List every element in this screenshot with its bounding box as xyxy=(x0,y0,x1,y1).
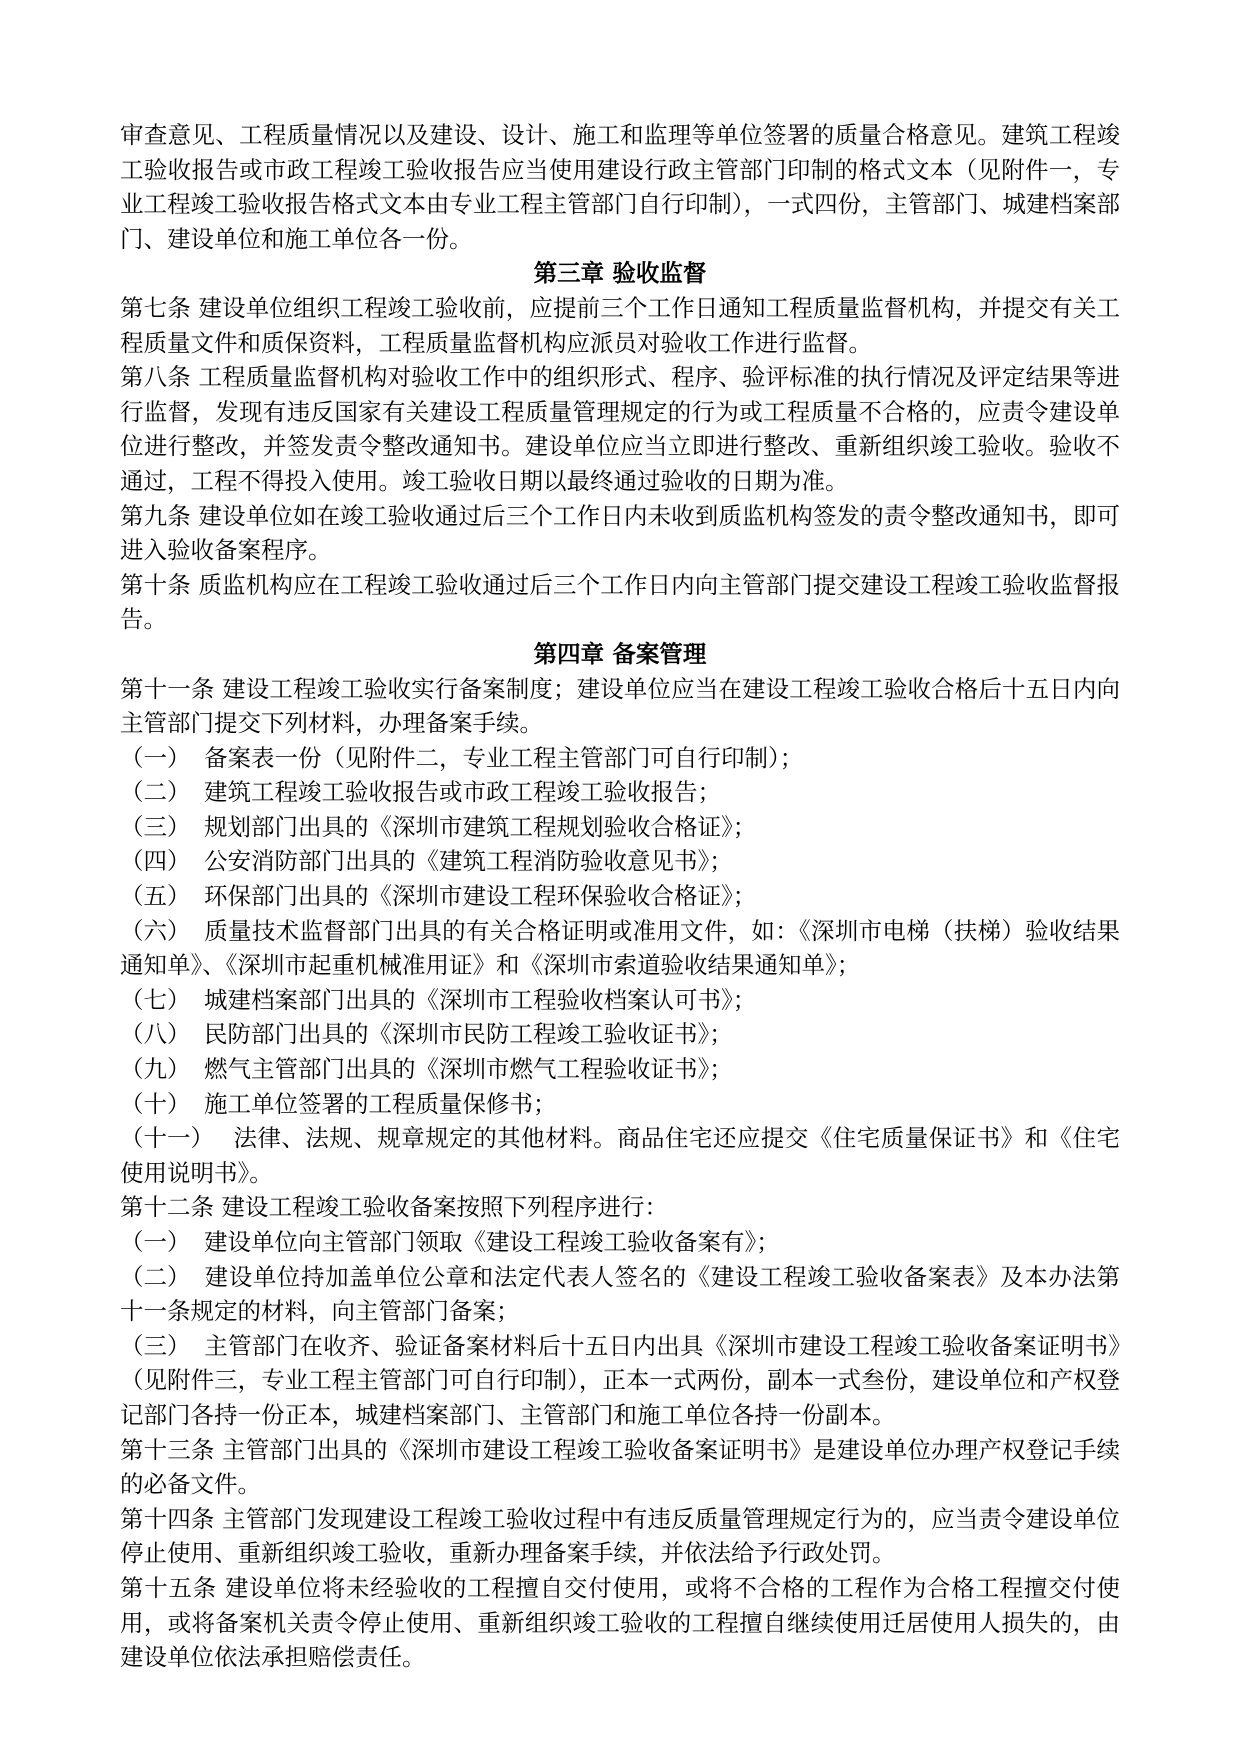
item-text: 燃气主管部门出具的《深圳市燃气工程验收证书》； xyxy=(204,1055,733,1084)
item-number: （八） xyxy=(120,1020,191,1049)
item-text: 公安消防部门出具的《建筑工程消防验收意见书》； xyxy=(204,847,733,876)
item-text: 规划部门出具的《深圳市建筑工程规划验收合格证》； xyxy=(204,812,757,841)
article-11-item xyxy=(120,1017,1120,1052)
article-12-item xyxy=(120,1329,1120,1433)
article-11-item xyxy=(120,810,1120,845)
article-10: 第十条 质监机构应在工程竣工验收通过后三个工作日内向主管部门提交建设工程竣工验收监督报告。 xyxy=(120,570,1120,634)
article-11-item xyxy=(120,844,1120,879)
article-12-item xyxy=(120,1260,1120,1329)
document-page xyxy=(120,118,1120,1675)
item-number: （十） xyxy=(120,1089,191,1118)
item-number: （七） xyxy=(120,985,191,1014)
article-11-item xyxy=(120,914,1120,983)
article-11-item xyxy=(120,879,1120,914)
item-number: （三） xyxy=(120,812,191,841)
item-text: 法律、法规、规章规定的其他材料。商品住宅还应提交《住宅质量保证书》和《住宅使用说明书》。 xyxy=(120,1124,1120,1187)
article-14: 第十四条 主管部门发现建设工程竣工验收过程中有违反质量管理规定行为的，应当责令建设单位停止使用、重新组织竣工验收，重新办理备案手续，并依法给予行政处罚。 xyxy=(120,1504,1120,1568)
article-8: 第八条 工程质量监督机构对验收工作中的组织形式、程序、验评标准的执行情况及评定结果等进行监督，发现有违反国家有关建设工程质量管理规定的行为或工程质量不合格的，应责令建设单位进行整改，并签发责令整改通知书。建设单位应当立即进行整改、重新组织竣工验收。验收不通过，工程不得投入使用。竣工验收日期以最终通过验收的日期为准。 xyxy=(120,363,1120,495)
item-number: （二） xyxy=(120,778,191,807)
item-number: （五） xyxy=(120,882,191,911)
article-11-item xyxy=(120,775,1120,810)
item-text: 建筑工程竣工验收报告或市政工程竣工验收报告； xyxy=(204,778,721,807)
article-11-item xyxy=(120,983,1120,1018)
article-11-item xyxy=(120,1052,1120,1087)
article-11-item xyxy=(120,1087,1120,1122)
item-number: （十一） xyxy=(120,1124,214,1153)
item-text: 环保部门出具的《深圳市建设工程环保验收合格证》； xyxy=(204,882,757,911)
article-13: 第十三条 主管部门出具的《深圳市建设工程竣工验收备案证明书》是建设单位办理产权登记手续的必备文件。 xyxy=(120,1435,1120,1499)
item-number: （一） xyxy=(120,1228,191,1256)
item-number: （九） xyxy=(120,1055,191,1084)
item-text: 民防部门出具的《深圳市民防工程竣工验收证书》； xyxy=(204,1020,733,1049)
article-15: 第十五条 建设单位将未经验收的工程擅自交付使用，或将不合格的工程作为合格工程擅交付使用，或将备案机关责令停止使用、重新组织竣工验收的工程擅自继续使用迁居使用人损失的，由建设单位依法承担赔偿责任。 xyxy=(120,1573,1120,1672)
item-number: （二） xyxy=(120,1262,191,1291)
item-text: 建设单位向主管部门领取《建设工程竣工验收备案有》； xyxy=(204,1228,780,1256)
item-text: 质量技术监督部门出具的有关合格证明或准用文件，如：《深圳市电梯（扶梯）验收结果通知单》、《深圳市起重机械准用证》和《深圳市索道验收结果通知单》； xyxy=(120,916,1120,980)
item-number: （三） xyxy=(120,1331,191,1360)
article-9: 第九条 建设单位如在竣工验收通过后三个工作日内未收到质监机构签发的责令整改通知书，即可进入验收备案程序。 xyxy=(120,501,1120,565)
item-text: 城建档案部门出具的《深圳市工程验收档案认可书》； xyxy=(204,985,757,1014)
article-7: 第七条 建设单位组织工程竣工验收前，应提前三个工作日通知工程质量监督机构，并提交有关工程质量文件和质保资料，工程质量监督机构应派员对验收工作进行监督。 xyxy=(120,293,1120,357)
item-number: （六） xyxy=(120,916,191,945)
article-11: 第十一条 建设工程竣工验收实行备案制度；建设单位应当在建设工程竣工验收合格后十五日内向主管部门提交下列材料，办理备案手续。 xyxy=(120,674,1120,738)
item-text: 备案表一份（见附件二，专业工程主管部门可自行印制）； xyxy=(204,743,804,772)
item-text: 建设单位持加盖单位公章和法定代表人签名的《建设工程竣工验收备案表》及本办法第十一条规定的材料，向主管部门备案； xyxy=(120,1262,1120,1326)
chapter-3-title: 第三章 验收监督 xyxy=(533,259,707,288)
item-text: 施工单位签署的工程质量保修书； xyxy=(204,1089,557,1118)
item-number: （四） xyxy=(120,847,191,876)
intro-paragraph: 审查意见、工程质量情况以及建设、设计、施工和监理等单位签署的质量合格意见。建筑工程竣工验收报告或市政工程竣工验收报告应当使用建设行政主管部门印制的格式文本（见附件一，专业工程竣工验收报告格式文本由专业工程主管部门自行印制），一式四份，主管部门、城建档案部门、建设单位和施工单位各一份。 xyxy=(120,121,1120,253)
item-text: 主管部门在收齐、验证备案材料后十五日内出具《深圳市建设工程竣工验收备案证明书》（见附件三，专业工程主管部门可自行印制），正本一式两份，副本一式叁份，建设单位和产权登记部门各持一份正本，城建档案部门、主管部门和施工单位各持一份副本。 xyxy=(120,1331,1120,1429)
item-number: （一） xyxy=(120,743,191,772)
chapter-4-title: 第四章 备案管理 xyxy=(533,639,707,668)
article-12: 第十二条 建设工程竣工验收备案按照下列程序进行： xyxy=(120,1193,668,1222)
article-12-item xyxy=(120,1225,1120,1260)
article-11-item xyxy=(120,1121,1120,1190)
article-11-item xyxy=(120,741,1120,776)
